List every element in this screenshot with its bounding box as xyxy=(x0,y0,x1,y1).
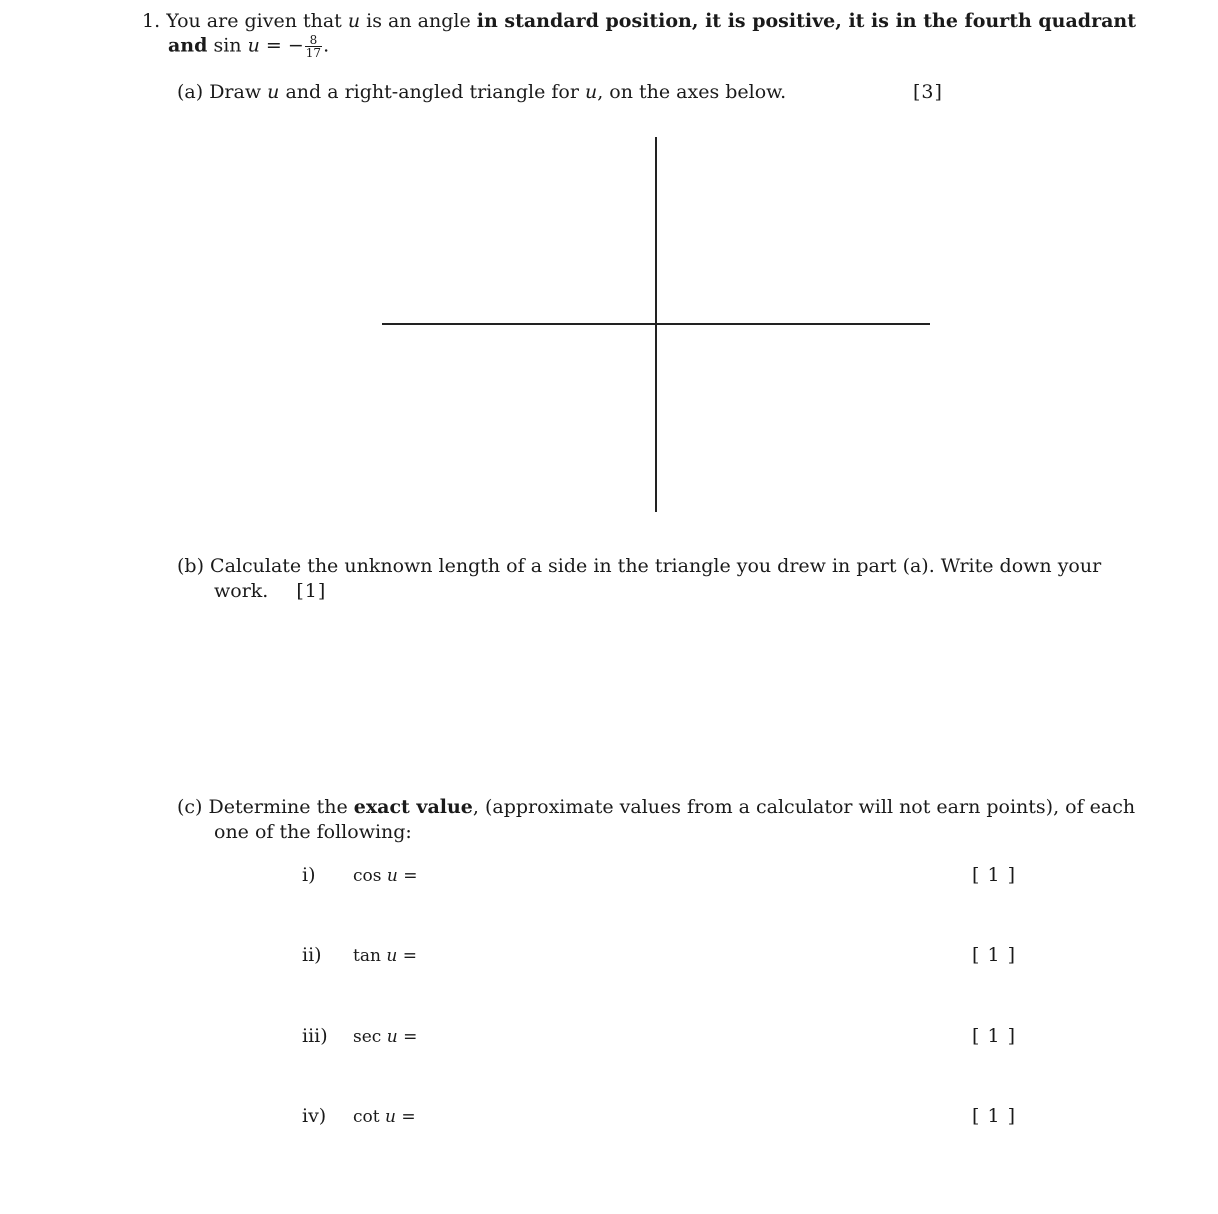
part-b-label: (b) xyxy=(177,555,204,577)
sin-fraction: $\frac{8}{17}$ xyxy=(305,33,322,60)
question-stem-line1: 1. You are given that u is an angle in standard position, it is positive, it is in the fourth quadrant xyxy=(142,10,1137,32)
part-c-text-line1: (c) Determine the exact value, (approximate values from a calculator will not earn points), of each xyxy=(177,796,1136,818)
subitem-expression[interactable]: tan u = xyxy=(353,946,417,966)
subitem-expression[interactable]: cos u = xyxy=(353,866,418,886)
question-number: 1. xyxy=(142,10,161,32)
subitem-number: ii) xyxy=(302,944,322,966)
subitem-number: iii) xyxy=(302,1025,328,1047)
subitem-marks: [ 1 ] xyxy=(972,1025,1016,1047)
question-conditions: in standard position, it is positive, it is in the fourth quadrant xyxy=(476,10,1137,32)
part-c-text-line2: one of the following: xyxy=(214,821,412,843)
part-c-label: (c) xyxy=(177,796,203,818)
part-a-text: (a) Draw u and a right-angled triangle for u, on the axes below. xyxy=(177,81,787,103)
question-stem-line2: and sin u = − $\frac{8}{17}$ . xyxy=(168,33,330,60)
subitem-number: i) xyxy=(302,864,316,886)
subitem-expression[interactable]: sec u = xyxy=(353,1027,418,1047)
subitem-marks: [ 1 ] xyxy=(972,944,1016,966)
part-b-text-line2: work. [1] xyxy=(214,580,327,602)
part-b-marks: [1] xyxy=(296,580,327,602)
subitem-marks: [ 1 ] xyxy=(972,864,1016,886)
part-a-marks: [3] xyxy=(913,81,943,103)
subitem-number: iv) xyxy=(302,1105,327,1127)
subitem-expression[interactable]: cot u = xyxy=(353,1107,416,1127)
subitem-marks: [ 1 ] xyxy=(972,1105,1016,1127)
part-b-text-line1: (b) Calculate the unknown length of a side in the triangle you drew in part (a). Write down your xyxy=(177,555,1102,577)
part-a-label: (a) xyxy=(177,81,204,103)
x-axis xyxy=(382,323,930,325)
